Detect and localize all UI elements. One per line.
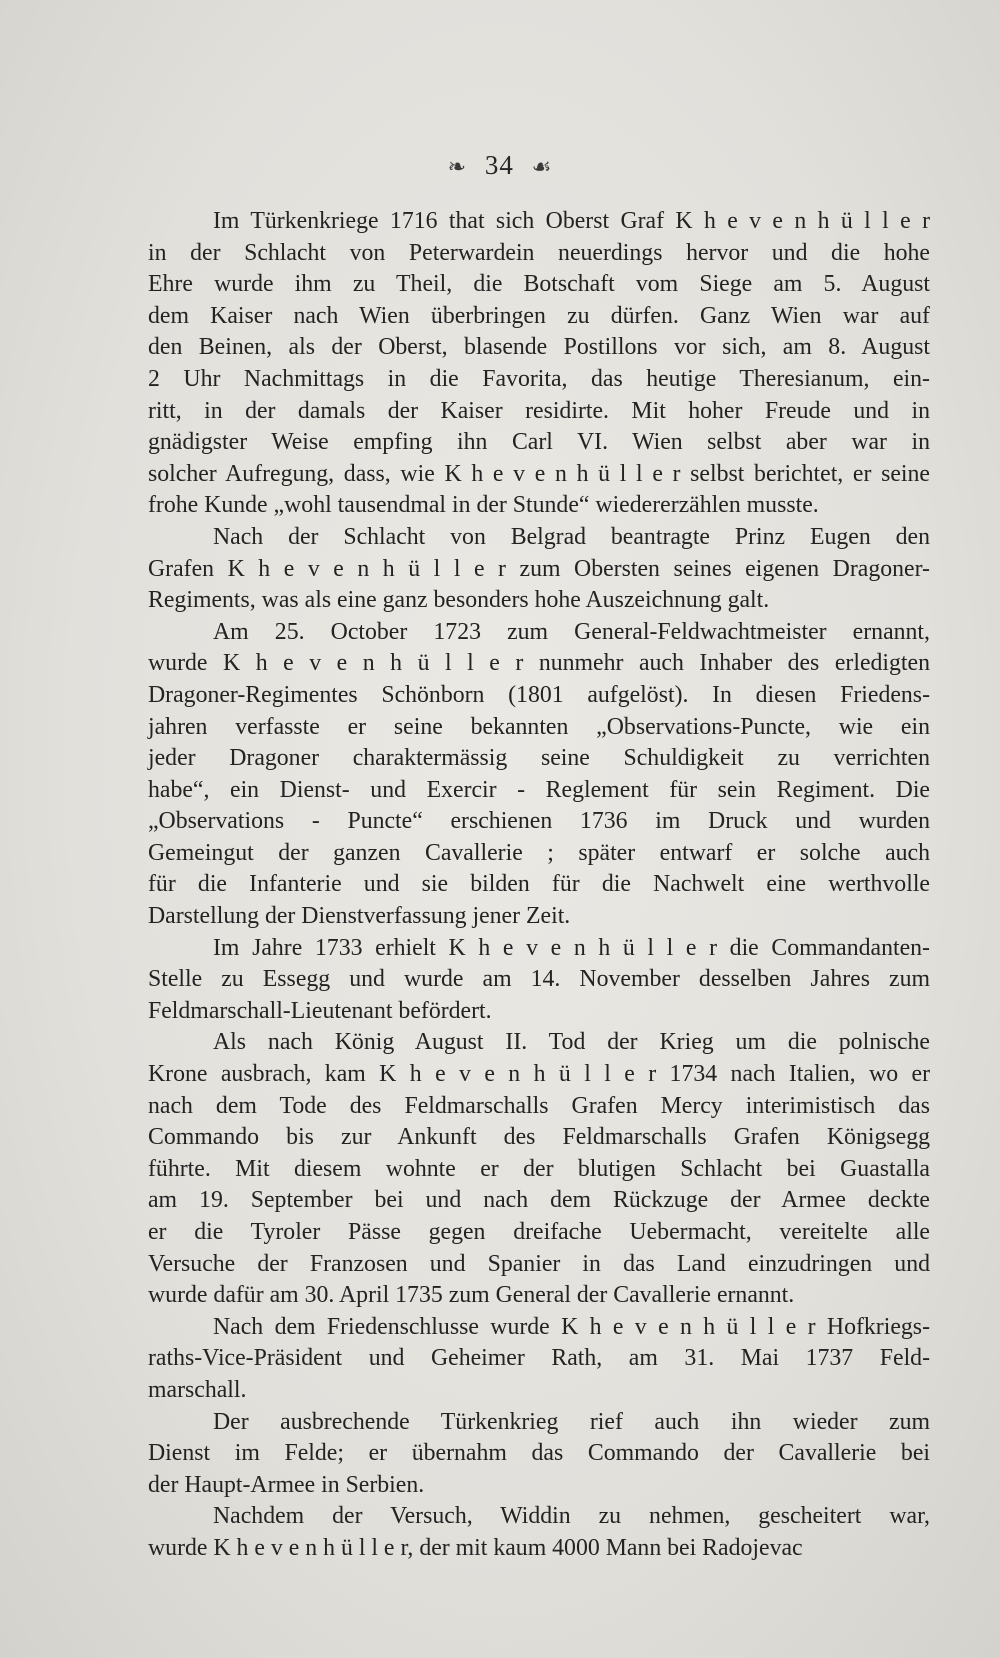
paragraph [148, 617, 930, 933]
ornament-left-icon: ❧ [447, 154, 468, 179]
text-line: Am 25. October 1723 zum General-Feldwachtmeister ernannt, [213, 618, 930, 645]
body-text [148, 206, 930, 1565]
paragraph [148, 206, 930, 522]
text-line: er die Tyroler Pässe gegen dreifache Uebermacht, vereitelte alle [148, 1219, 930, 1245]
text-line: frohe Kunde „wohl tausendmal in der Stunde“ wiedererzählen musste. [148, 492, 819, 519]
page-number: 34 [484, 150, 514, 180]
text-line: Commando bis zur Ankunft des Feldmarschalls Grafen Königsegg [148, 1124, 930, 1151]
text-line: Gemeingut der ganzen Cavallerie ; später entwarf er solche auch [148, 839, 930, 866]
text-line: der Haupt-Armee in Serbien. [148, 1471, 425, 1498]
text-line: „Observations - Puncte“ erschienen 1736 im Druck und wurden [148, 808, 930, 835]
text-line: wurde K h e v e n h ü l l e r, der mit kaum 4000 Mann bei Radojevac [148, 1534, 803, 1561]
paragraph [148, 933, 930, 1028]
text-line: Regiments, was als eine ganz besonders hohe Auszeichnung galt. [148, 587, 770, 614]
paragraph [148, 1027, 930, 1311]
text-line: Darstellung der Dienstverfassung jener Zeit. [148, 903, 571, 930]
text-line: Nach der Schlacht von Belgrad beantragte Prinz Eugen den [213, 523, 930, 550]
text-line: Der ausbrechende Türkenkrieg rief auch ihn wieder zum [213, 1408, 930, 1435]
text-line: 2 Uhr Nachmittags in die Favorita, das heutige Theresianum, ein- [148, 365, 930, 392]
text-line: Im Türkenkriege 1716 that sich Oberst Graf K h e v e n h ü l l e r [213, 208, 930, 234]
text-line: den Beinen, als der Oberst, blasende Postillons vor sich, am 8. August [148, 334, 930, 361]
text-line: nach dem Tode des Feldmarschalls Grafen Mercy interimistisch das [148, 1092, 930, 1119]
text-line: wurde K h e v e n h ü l l e r nunmehr auch Inhaber des erledigten [148, 650, 930, 677]
text-line: Stelle zu Essegg und wurde am 14. November desselben Jahres zum [148, 966, 930, 993]
text-line: Ehre wurde ihm zu Theil, die Botschaft vom Siege am 5. August [148, 271, 930, 298]
text-line: jahren verfasste er seine bekannten „Observations-Puncte, wie ein [148, 713, 930, 740]
text-line: am 19. September bei und nach dem Rückzuge der Armee deckte [148, 1187, 930, 1214]
text-line: Grafen K h e v e n h ü l l e r zum Obersten seines eigenen Dragoner- [148, 555, 930, 582]
text-line: Im Jahre 1733 erhielt K h e v e n h ü l l e r die Commandanten- [213, 934, 930, 961]
text-line: Versuche der Franzosen und Spanier in das Land einzudringen und [148, 1250, 930, 1277]
text-line: Als nach König August II. Tod der Krieg um die polnische [213, 1029, 930, 1056]
text-line: habe“, ein Dienst- und Exercir - Reglement für sein Regiment. Die [148, 776, 930, 803]
text-line: wurde dafür am 30. April 1735 zum General der Cavallerie ernannt. [148, 1282, 795, 1309]
text-line: marschall. [148, 1376, 247, 1403]
ornament-right-icon: ☙ [531, 154, 553, 179]
text-line: Feldmarschall-Lieutenant befördert. [148, 997, 492, 1024]
text-line: dem Kaiser nach Wien überbringen zu dürfen. Ganz Wien war auf [148, 302, 930, 329]
text-line: für die Infanterie und sie bilden für die Nachwelt eine werthvolle [148, 871, 930, 898]
text-line: solcher Aufregung, dass, wie K h e v e n h ü l l e r selbst berichtet, er seine [148, 460, 930, 487]
text-line: Dienst im Felde; er übernahm das Commando der Cavallerie bei [148, 1440, 930, 1467]
page-header [0, 150, 1000, 181]
text-line: führte. Mit diesem wohnte er der blutigen Schlacht bei Guastalla [148, 1155, 930, 1182]
text-line: gnädigster Weise empfing ihn Carl VI. Wien selbst aber war in [148, 429, 930, 456]
paragraph [148, 1312, 930, 1407]
text-line: Krone ausbrach, kam K h e v e n h ü l l e r 1734 nach Italien, wo er [148, 1061, 930, 1088]
paragraph [148, 522, 930, 617]
text-line: Dragoner-Regimentes Schönborn (1801 aufgelöst). In diesen Friedens- [148, 681, 930, 708]
paragraph [148, 1501, 930, 1564]
text-line: ritt, in der damals der Kaiser residirte. Mit hoher Freude und in [148, 397, 930, 424]
text-line: raths-Vice-Präsident und Geheimer Rath, am 31. Mai 1737 Feld- [148, 1345, 930, 1372]
text-line: in der Schlacht von Peterwardein neuerdings hervor und die hohe [148, 239, 930, 266]
text-line: Nachdem der Versuch, Widdin zu nehmen, gescheitert war, [213, 1503, 930, 1530]
paragraph [148, 1407, 930, 1502]
text-line: Nach dem Friedenschlusse wurde K h e v e n h ü l l e r Hofkriegs- [213, 1313, 930, 1340]
text-line: jeder Dragoner charaktermässig seine Schuldigkeit zu verrichten [148, 745, 930, 772]
